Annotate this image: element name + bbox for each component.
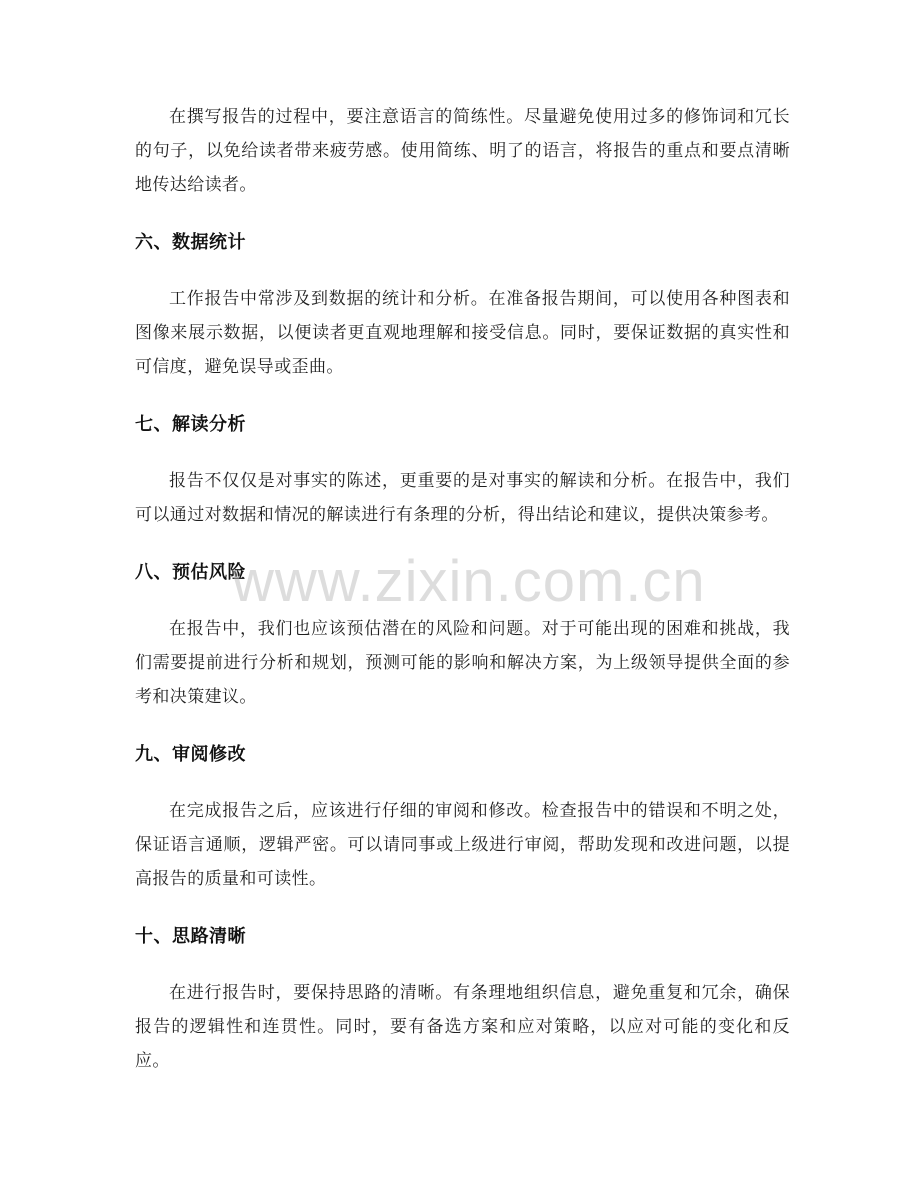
section-body-7: 报告不仅仅是对事实的陈述，更重要的是对事实的解读和分析。在报告中，我们可以通过对数据和情况的解读进行有条理的分析，得出结论和建议，提供决策参考。 bbox=[135, 471, 790, 525]
section-heading-6: 六、数据统计 bbox=[135, 232, 246, 253]
document-page bbox=[135, 100, 790, 1078]
section-body-6: 工作报告中常涉及到数据的统计和分析。在准备报告期间，可以使用各种图表和图像来展示数据，以便读者更直观地理解和接受信息。同时，要保证数据的真实性和可信度，避免误导或歪曲。 bbox=[135, 289, 790, 377]
section-heading-10: 十、思路清晰 bbox=[135, 926, 246, 947]
intro-paragraph: 在撰写报告的过程中，要注意语言的简练性。尽量避免使用过多的修饰词和冗长的句子，以免给读者带来疲劳感。使用简练、明了的语言，将报告的重点和要点清晰地传达给读者。 bbox=[135, 107, 790, 195]
section-heading-7: 七、解读分析 bbox=[135, 414, 246, 435]
section-body-10: 在进行报告时，要保持思路的清晰。有条理地组织信息，避免重复和冗余，确保报告的逻辑性和连贯性。同时，要有备选方案和应对策略，以应对可能的变化和反应。 bbox=[135, 983, 790, 1071]
section-body-9: 在完成报告之后，应该进行仔细的审阅和修改。检查报告中的错误和不明之处，保证语言通顺，逻辑严密。可以请同事或上级进行审阅，帮助发现和改进问题，以提高报告的质量和可读性。 bbox=[135, 801, 790, 889]
section-heading-9: 九、审阅修改 bbox=[135, 744, 246, 765]
section-body-8: 在报告中，我们也应该预估潜在的风险和问题。对于可能出现的困难和挑战，我们需要提前进行分析和规划，预测可能的影响和解决方案，为上级领导提供全面的参考和决策建议。 bbox=[135, 619, 790, 707]
section-heading-8: 八、预估风险 bbox=[135, 562, 246, 583]
site-watermark: www.zixin.com.cn bbox=[232, 549, 706, 614]
